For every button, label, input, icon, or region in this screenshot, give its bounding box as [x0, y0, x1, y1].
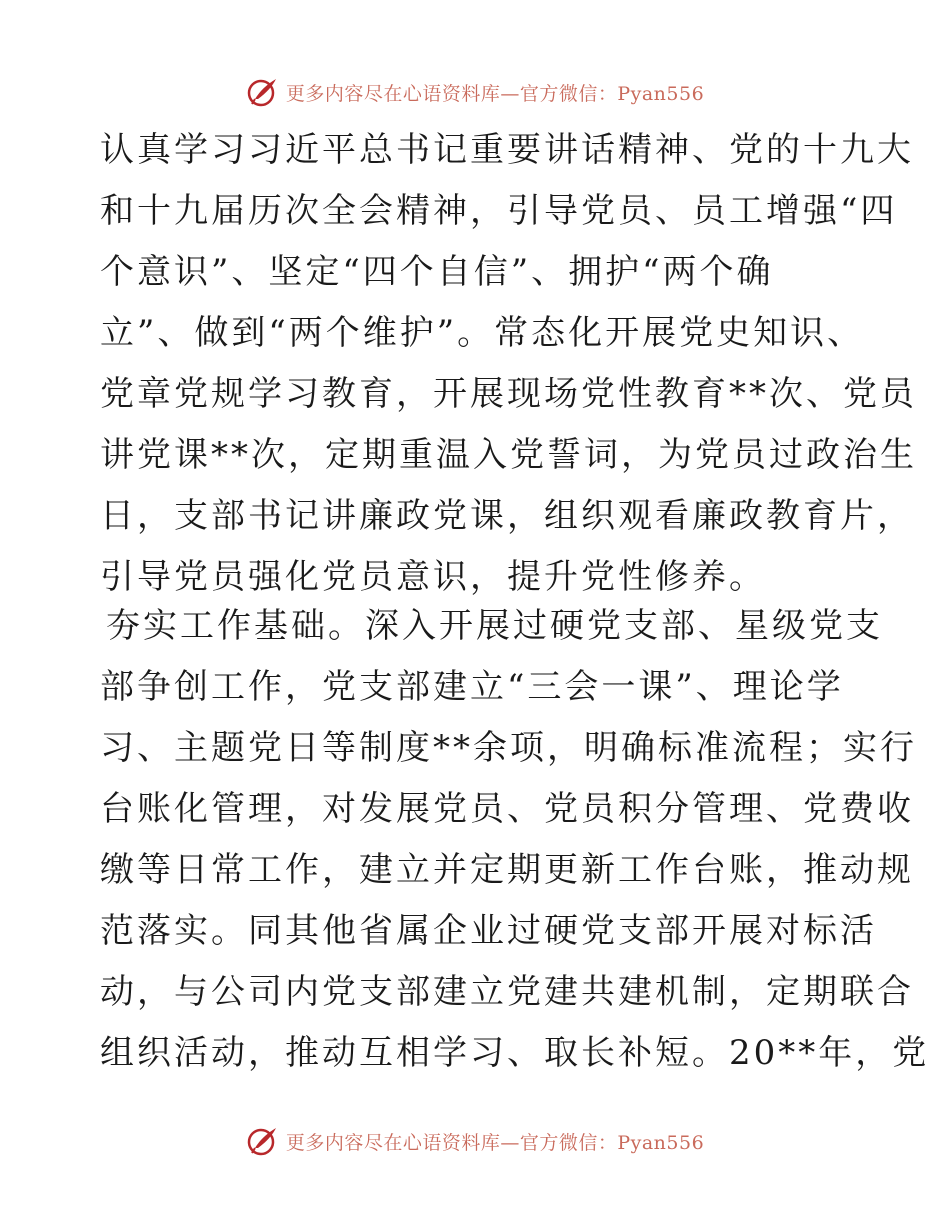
paragraph-line: 党章党规学习教育，开展现场党性教育**次、党员: [100, 374, 917, 414]
paragraph-1: [100, 120, 917, 608]
paragraph-line: 讲党课**次，定期重温入党誓词，为党员过政治生: [100, 435, 917, 475]
quill-logo-icon: [246, 1124, 280, 1158]
paragraph-2: [100, 596, 930, 1084]
paragraph-line: 动，与公司内党支部建立党建共建机制，定期联合: [100, 972, 914, 1012]
paragraph-line: 缴等日常工作，建立并定期更新工作台账，推动规: [100, 850, 914, 890]
paragraph-line: 部争创工作，党支部建立“三会一课”、理论学: [100, 667, 844, 707]
quill-logo-icon: [246, 75, 280, 109]
footer-watermark-text: 更多内容尽在心语资料库—官方微信：Pyan556: [285, 1131, 705, 1154]
paragraph-line: 夯实工作基础。深入开展过硬党支部、星级党支: [106, 606, 883, 646]
paragraph-line: 个意识”、坚定“四个自信”、拥护“两个确: [100, 252, 774, 292]
header-watermark-banner: [0, 72, 950, 112]
paragraph-line: 组织活动，推动互相学习、取长补短。20**年，党: [100, 1033, 930, 1073]
paragraph-line: 引导党员强化党员意识，提升党性修养。: [100, 557, 766, 597]
paragraph-line: 习、主题党日等制度**余项，明确标准流程；实行: [100, 728, 917, 768]
paragraph-line: 范落实。同其他省属企业过硬党支部开展对标活: [100, 911, 877, 951]
paragraph-line: 立”、做到“两个维护”。常态化开展党史知识、: [100, 313, 865, 353]
paragraph-line: 台账化管理，对发展党员、党员积分管理、党费收: [100, 789, 914, 829]
footer-watermark-banner: [0, 1121, 950, 1161]
header-watermark-text: 更多内容尽在心语资料库—官方微信：Pyan556: [285, 82, 705, 105]
paragraph-line: 认真学习习近平总书记重要讲话精神、党的十九大: [100, 130, 914, 170]
paragraph-line: 和十九届历次全会精神，引导党员、员工增强“四: [100, 191, 898, 231]
paragraph-line: 日，支部书记讲廉政党课，组织观看廉政教育片，: [100, 496, 914, 536]
